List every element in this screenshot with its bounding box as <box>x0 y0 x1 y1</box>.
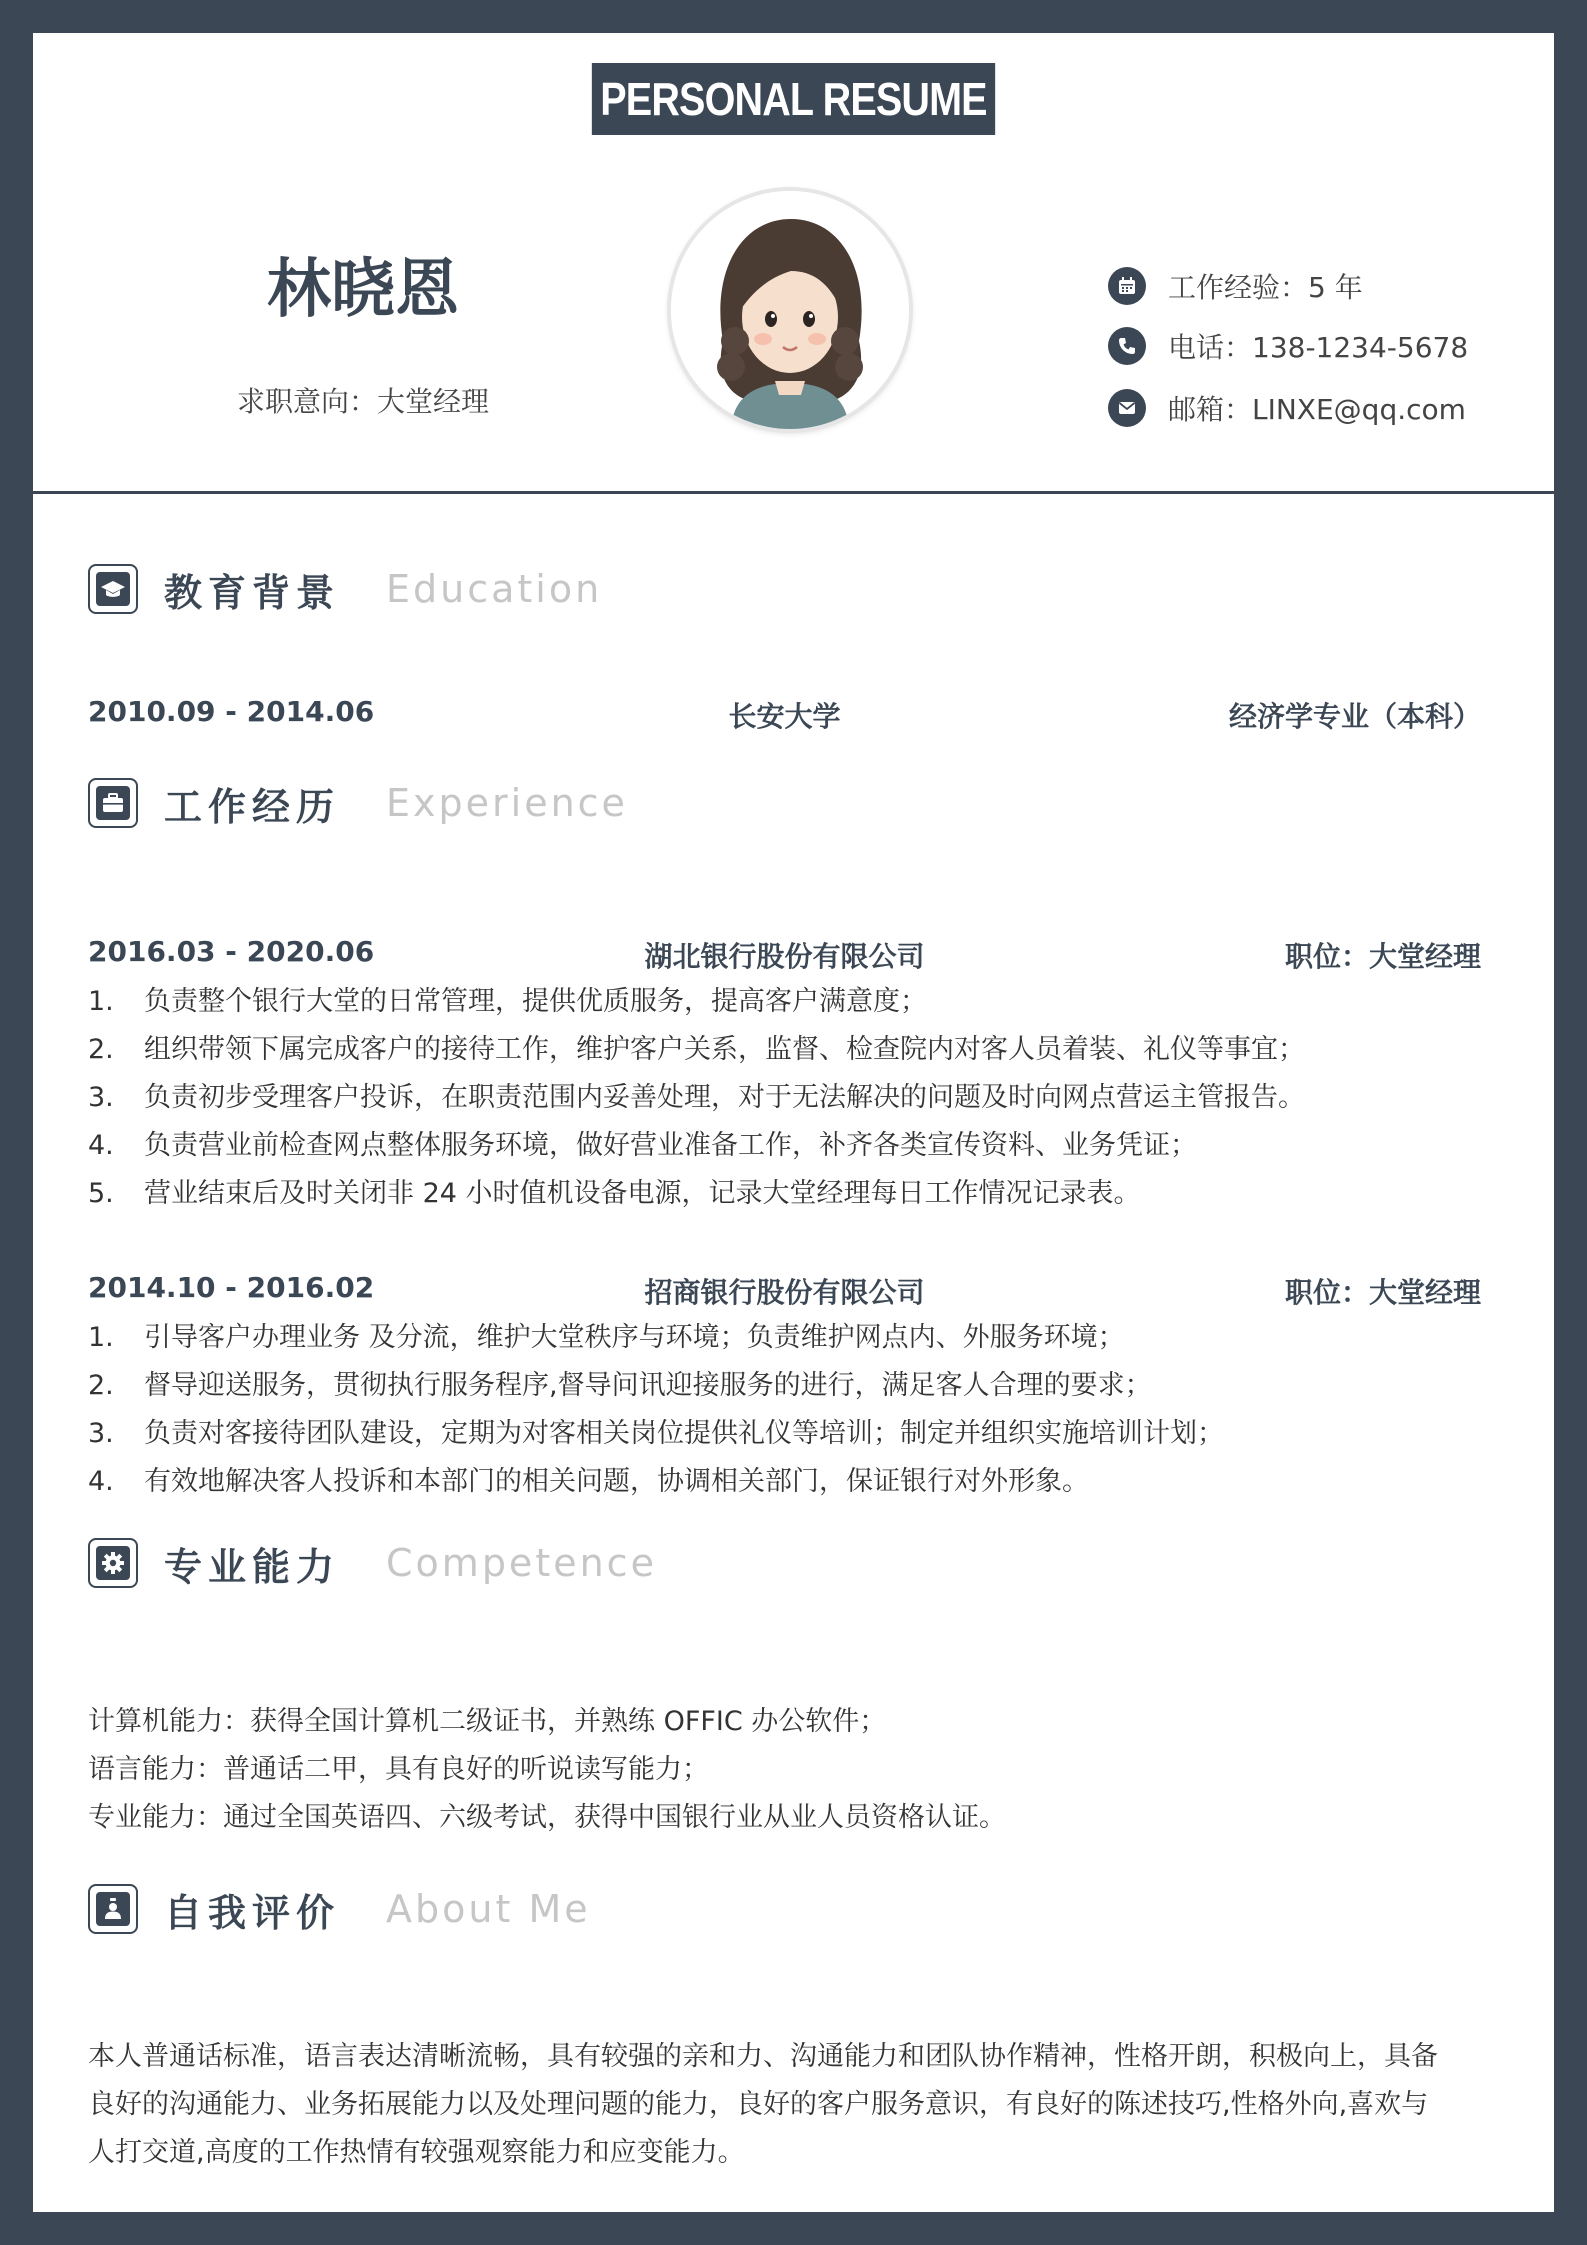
job-1-position: 职位：大堂经理 <box>1284 940 1481 973</box>
job-1-company: 湖北银行股份有限公司 <box>644 940 925 973</box>
contact-phone-text: 电话：138-1234-5678 <box>1168 331 1469 364</box>
education-row <box>88 695 1481 735</box>
contact-phone <box>1108 326 1468 366</box>
education-period: 2010.09 - 2014.06 <box>88 695 375 728</box>
contact-experience-text: 工作经验：5 年 <box>1168 271 1363 304</box>
list-item: 5. 营业结束后及时关闭非 24 小时值机设备电源，记录大堂经理每日工作情况记录表。 <box>88 1178 1141 1209</box>
section-experience-header <box>88 777 628 829</box>
paragraph-line: 人打交道,高度的工作热情有较强观察能力和应变能力。 <box>88 2137 745 2168</box>
education-school: 长安大学 <box>728 700 841 733</box>
section-competence-header <box>88 1537 657 1589</box>
section-competence-title: 专业能力 <box>164 1544 341 1589</box>
avatar <box>671 191 909 429</box>
section-about-title: 自我评价 <box>164 1890 341 1935</box>
resume-banner: PERSONAL RESUME <box>592 63 995 135</box>
list-item: 2. 督导迎送服务，贯彻执行服务程序,督导问讯迎接服务的进行，满足客人合理的要求； <box>88 1370 1152 1401</box>
paragraph-line: 良好的沟通能力、业务拓展能力以及处理问题的能力，良好的客户服务意识，有良好的陈述技巧,性格外向,喜欢与 <box>88 2089 1429 2120</box>
resume-page <box>33 33 1554 2212</box>
section-about-subtitle: About Me <box>386 1887 591 1931</box>
list-item: 4. 负责营业前检查网点整体服务环境，做好营业准备工作，补齐各类宣传资料、业务凭证； <box>88 1130 1197 1161</box>
section-education-subtitle: Education <box>386 567 603 611</box>
section-competence-subtitle: Competence <box>386 1541 657 1585</box>
competence-list <box>88 1698 1508 1842</box>
briefcase-icon <box>88 778 138 828</box>
graduation-cap-icon <box>88 564 138 614</box>
list-item: 2. 组织带领下属完成客户的接待工作，维护客户关系，监督、检查院内对客人员着装、礼仪等事宜； <box>88 1034 1305 1065</box>
candidate-name: 林晓恩 <box>267 253 459 327</box>
list-item: 3. 负责对客接待团队建设，定期为对客相关岗位提供礼仪等培训；制定并组织实施培训计划； <box>88 1418 1224 1449</box>
job-2-period: 2014.10 - 2016.02 <box>88 1271 375 1304</box>
gear-icon <box>88 1538 138 1588</box>
list-item: 专业能力：通过全国英语四、六级考试，获得中国银行业从业人员资格认证。 <box>88 1802 1006 1833</box>
list-item: 1. 负责整个银行大堂的日常管理，提供优质服务，提高客户满意度； <box>88 986 927 1017</box>
calendar-icon <box>1108 267 1146 305</box>
job-intent: 求职意向：大堂经理 <box>236 385 489 418</box>
job-2-row <box>88 1271 1481 1311</box>
education-major: 经济学专业（本科） <box>1228 700 1481 733</box>
section-education-header <box>88 563 602 615</box>
list-item: 4. 有效地解决客人投诉和本部门的相关问题，协调相关部门，保证银行对外形象。 <box>88 1466 1089 1497</box>
job-2-position: 职位：大堂经理 <box>1284 1276 1481 1309</box>
contact-experience <box>1108 266 1363 306</box>
job-1-period: 2016.03 - 2020.06 <box>88 935 375 968</box>
list-item: 计算机能力：获得全国计算机二级证书，并熟练 OFFIC 办公软件； <box>88 1706 887 1737</box>
section-education-title: 教育背景 <box>164 570 341 615</box>
list-item: 语言能力：普通话二甲，具有良好的听说读写能力； <box>88 1754 709 1785</box>
section-about-header <box>88 1883 591 1935</box>
list-item: 3. 负责初步受理客户投诉，在职责范围内妥善处理，对于无法解决的问题及时向网点营运主管报告。 <box>88 1082 1305 1113</box>
job-2-company: 招商银行股份有限公司 <box>644 1276 925 1309</box>
person-badge-icon <box>88 1884 138 1934</box>
phone-icon <box>1108 327 1146 365</box>
paragraph-line: 本人普通话标准，语言表达清晰流畅，具有较强的亲和力、沟通能力和团队协作精神，性格开朗，积极向上，具备 <box>88 2041 1438 2072</box>
section-experience-title: 工作经历 <box>164 784 341 829</box>
about-paragraph <box>88 2033 1488 2177</box>
job-1-duties <box>88 978 1508 1218</box>
mail-icon <box>1108 389 1146 427</box>
header-divider <box>33 491 1554 494</box>
section-experience-subtitle: Experience <box>386 781 628 825</box>
contact-email-text: 邮箱：LINXE@qq.com <box>1168 393 1466 426</box>
cartoon-girl-avatar-icon <box>671 191 909 429</box>
job-2-duties <box>88 1314 1508 1506</box>
contact-email <box>1108 388 1466 428</box>
job-1-row <box>88 935 1481 975</box>
list-item: 1. 引导客户办理业务 及分流，维护大堂秩序与环境；负责维护网点内、外服务环境； <box>88 1322 1125 1353</box>
